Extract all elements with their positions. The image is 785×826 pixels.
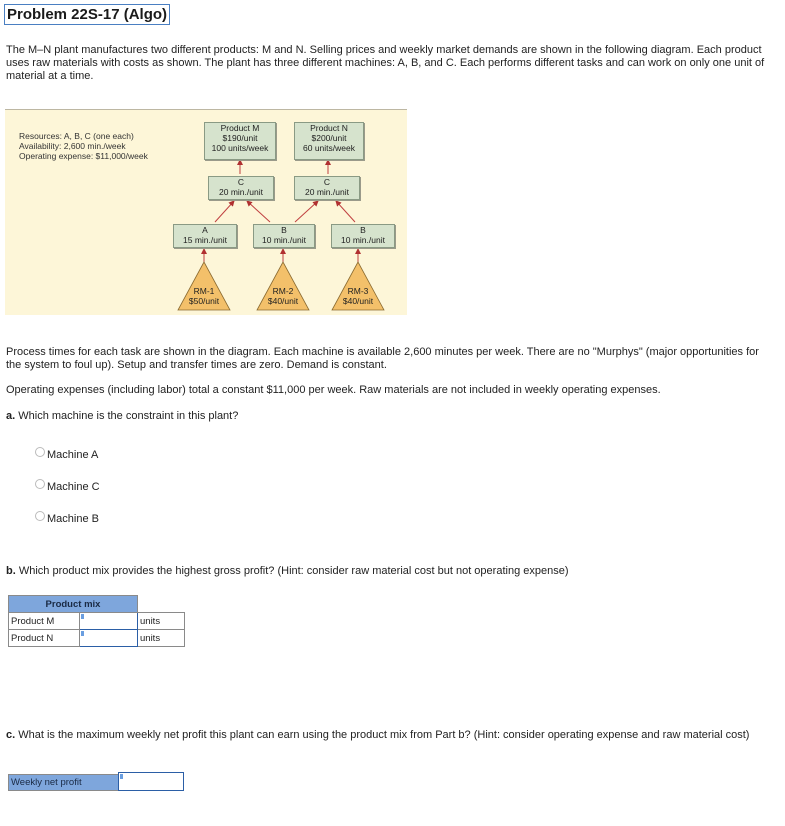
row-label-product-m: Product M [9, 613, 80, 630]
row-unit-product-m: units [138, 613, 185, 630]
rm2-cost: $40/unit [267, 296, 299, 306]
rm1-label [174, 286, 234, 306]
product-n-units-input[interactable] [80, 630, 138, 647]
product-n-name: Product N [310, 123, 348, 133]
rm2-label [253, 286, 313, 306]
table-row [9, 613, 185, 630]
option-machine-b[interactable] [35, 513, 99, 525]
weekly-net-profit-input[interactable] [118, 772, 184, 791]
machine-c-right-time: 20 min./unit [305, 187, 349, 197]
row-unit-product-n: units [138, 630, 185, 647]
product-n-demand: 60 units/week [303, 143, 355, 153]
machine-b-right-time: 10 min./unit [341, 235, 385, 245]
input-marker-icon [120, 774, 123, 779]
machine-c-left-time: 20 min./unit [219, 187, 263, 197]
machine-a-time: 15 min./unit [183, 235, 227, 245]
product-m-box [204, 122, 276, 160]
option-machine-c[interactable] [35, 481, 100, 493]
radio-machine-b[interactable] [35, 511, 45, 521]
product-m-demand: 100 units/week [211, 143, 269, 153]
part-a-question [6, 410, 766, 423]
rm1-name: RM-1 [193, 286, 215, 296]
radio-machine-a[interactable] [35, 447, 45, 457]
product-m-price: $190/unit [222, 133, 258, 143]
process-text: Process times for each task are shown in the diagram. Each machine is available 2,600 minutes per week. There are no "Murphys" (major opportunities for the system to foul up). Setup and transfer times are zero. Demand is constant. [6, 346, 759, 371]
product-m-name: Product M [220, 123, 260, 133]
option-machine-b-label: Machine B [47, 513, 99, 525]
intro-text: The M–N plant manufactures two different products: M and N. Selling prices and weekly market demands are shown in the following diagram. Each product uses raw materials with costs as shown. The plant has three different machines: A, B, and C. Each performs different tasks and can work on only one unit of material at a time. [6, 44, 765, 82]
rm3-cost: $40/unit [342, 296, 374, 306]
product-m-units-input[interactable] [80, 613, 138, 630]
product-n-box [294, 122, 364, 160]
option-machine-c-label: Machine C [47, 481, 100, 493]
product-mix-header: Product mix [9, 596, 138, 613]
machine-c-left-box [208, 176, 274, 200]
part-b-text: Which product mix provides the highest gross profit? (Hint: consider raw material cost but not operating expense) [15, 565, 569, 577]
part-a-prefix: a. [6, 410, 16, 422]
input-marker-icon [81, 614, 84, 619]
table-row [9, 630, 185, 647]
radio-machine-c[interactable] [35, 479, 45, 489]
rm3-name: RM-3 [347, 286, 369, 296]
opex-line: Operating expense: $11,000/week [19, 151, 148, 161]
machine-c-right-box [294, 176, 360, 200]
part-c-question [6, 729, 766, 742]
machine-b-mid-time: 10 min./unit [262, 235, 306, 245]
machine-b-right-name: B [360, 225, 366, 235]
input-marker-icon [81, 631, 84, 636]
machine-c-left-name: C [237, 177, 245, 187]
machine-a-box [173, 224, 237, 248]
row-label-product-n: Product N [9, 630, 80, 647]
product-n-price: $200/unit [311, 133, 347, 143]
problem-title: Problem 22S-17 (Algo) [4, 4, 170, 25]
machine-b-mid-box [253, 224, 315, 248]
availability-line: Availability: 2,600 min./week [19, 141, 126, 151]
opex-text: Operating expenses (including labor) total a constant $11,000 per week. Raw materials are not included in weekly operating expenses. [6, 384, 661, 396]
part-c-prefix: c. [6, 729, 16, 741]
rm2-name: RM-2 [272, 286, 294, 296]
machine-b-right-box [331, 224, 395, 248]
machine-a-name: A [202, 225, 208, 235]
resources-line: Resources: A, B, C (one each) [19, 131, 134, 141]
machine-c-right-name: C [323, 177, 331, 187]
part-b-question [6, 565, 766, 578]
option-machine-a-label: Machine A [47, 449, 99, 461]
rm3-label [328, 286, 388, 306]
machine-b-mid-name: B [281, 225, 287, 235]
product-mix-table [8, 595, 185, 647]
part-a-text: Which machine is the constraint in this plant? [15, 410, 239, 422]
rm1-cost: $50/unit [188, 296, 220, 306]
part-c-text: What is the maximum weekly net profit this plant can earn using the product mix from Part b? (Hint: consider operating expense and raw material cost) [15, 729, 750, 741]
option-machine-a[interactable] [35, 449, 98, 461]
part-b-prefix: b. [6, 565, 16, 577]
weekly-net-profit-label: Weekly net profit [8, 774, 121, 791]
